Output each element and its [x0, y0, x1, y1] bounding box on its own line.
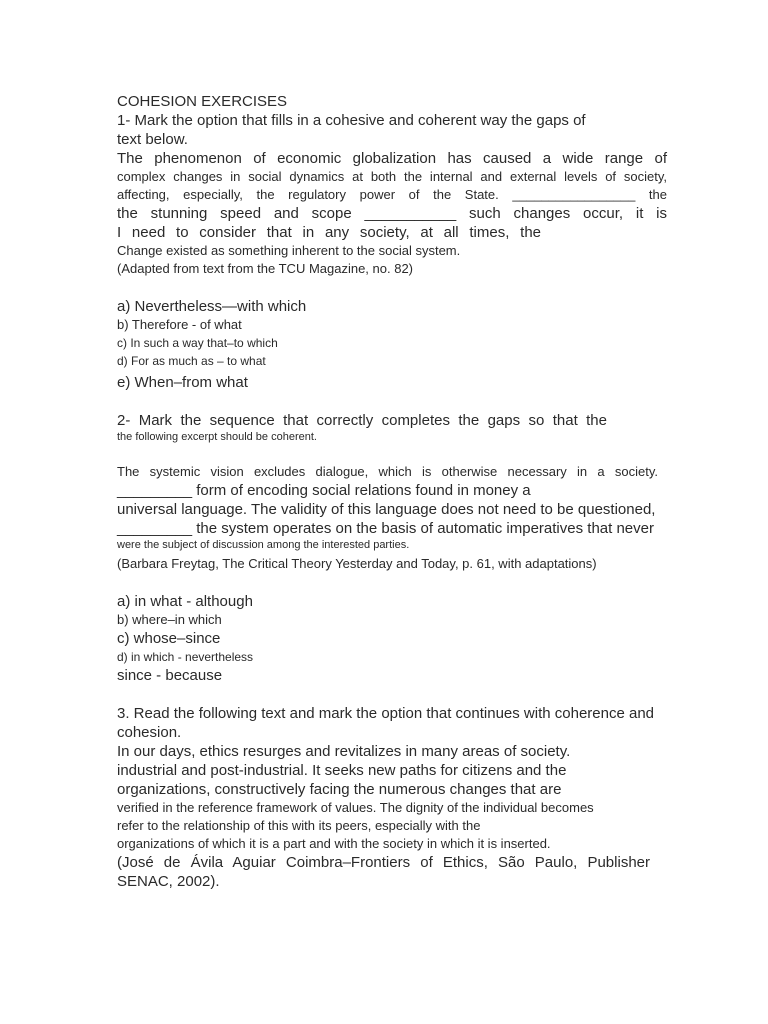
q1-option-b: b) Therefore - of what	[117, 317, 242, 332]
q1-text-line-2: complex changes in social dynamics at both the internal and external levels of society,	[117, 169, 667, 184]
q2-option-b: b) where–in which	[117, 612, 222, 627]
q3-source-line-2: SENAC, 2002).	[117, 873, 220, 890]
q2-option-e: since - because	[117, 667, 223, 684]
document-title: COHESION EXERCISES	[117, 93, 288, 110]
q2-option-c: c) whose–since	[117, 630, 221, 647]
q2-option-a: a) in what - although	[117, 593, 253, 610]
q1-text-line-4: the stunning speed and scope ___________ such changes occur, it is	[117, 205, 667, 222]
spacer	[117, 573, 667, 592]
q3-prompt-line-2: cohesion.	[117, 724, 182, 741]
q3-text-line-2: industrial and post-industrial. It seeks new paths for citizens and the	[117, 762, 567, 779]
q1-option-e: e) When–from what	[117, 374, 248, 391]
q3-prompt-line-1: 3. Read the following text and mark the option that continues with coherence and	[117, 705, 655, 722]
q2-text-line-5: were the subject of discussion among the interested parties.	[117, 539, 410, 551]
q1-text-line-3: affecting, especially, the regulatory power of the State. _________________ the	[117, 187, 667, 202]
q1-option-d: d) For as much as – to what	[117, 354, 266, 368]
q1-option-c: c) In such a way that–to which	[117, 336, 278, 350]
q2-prompt-line-2: the following excerpt should be coherent.	[117, 431, 317, 443]
q3-text-line-1: In our days, ethics resurges and revitalizes in many areas of society.	[117, 743, 571, 760]
q2-text-line-3: universal language. The validity of this language does not need to be questioned,	[117, 501, 656, 518]
spacer	[117, 278, 667, 297]
document-page	[117, 92, 667, 891]
q1-prompt-line-1: 1- Mark the option that fills in a cohesive and coherent way the gaps of	[117, 112, 586, 129]
q3-text-line-4: verified in the reference framework of values. The dignity of the individual becomes	[117, 800, 594, 815]
q3-text-line-3: organizations, constructively facing the numerous changes that are	[117, 781, 562, 798]
q1-prompt-line-2: text below.	[117, 131, 188, 148]
q1-text-line-1: The phenomenon of economic globalization has caused a wide range of	[117, 150, 667, 167]
q2-source: (Barbara Freytag, The Critical Theory Yesterday and Today, p. 61, with adaptations)	[117, 556, 597, 571]
q1-source: (Adapted from text from the TCU Magazine, no. 82)	[117, 261, 414, 276]
q3-text-line-5: refer to the relationship of this with its peers, especially with the	[117, 818, 481, 833]
spacer	[117, 445, 667, 463]
q2-text-line-4: _________ the system operates on the basis of automatic imperatives that never	[117, 520, 654, 537]
q2-text-line-2: _________ form of encoding social relations found in money a	[117, 482, 531, 499]
q1-option-a: a) Nevertheless—with which	[117, 298, 307, 315]
q3-source-line-1: (José de Ávila Aguiar Coimbra–Frontiers of Ethics, São Paulo, Publisher	[117, 854, 650, 871]
q2-option-d: d) in which - nevertheless	[117, 650, 254, 664]
q2-prompt-line-1: 2- Mark the sequence that correctly completes the gaps so that the	[117, 412, 607, 429]
spacer	[117, 685, 667, 704]
q1-text-line-5: I need to consider that in any society, at all times, the	[117, 224, 541, 241]
q1-text-line-6: Change existed as something inherent to the social system.	[117, 243, 461, 258]
spacer	[117, 392, 667, 411]
q3-text-line-6: organizations of which it is a part and with the society in which it is inserted.	[117, 836, 551, 851]
q2-text-line-1: The systemic vision excludes dialogue, which is otherwise necessary in a society.	[117, 464, 658, 479]
